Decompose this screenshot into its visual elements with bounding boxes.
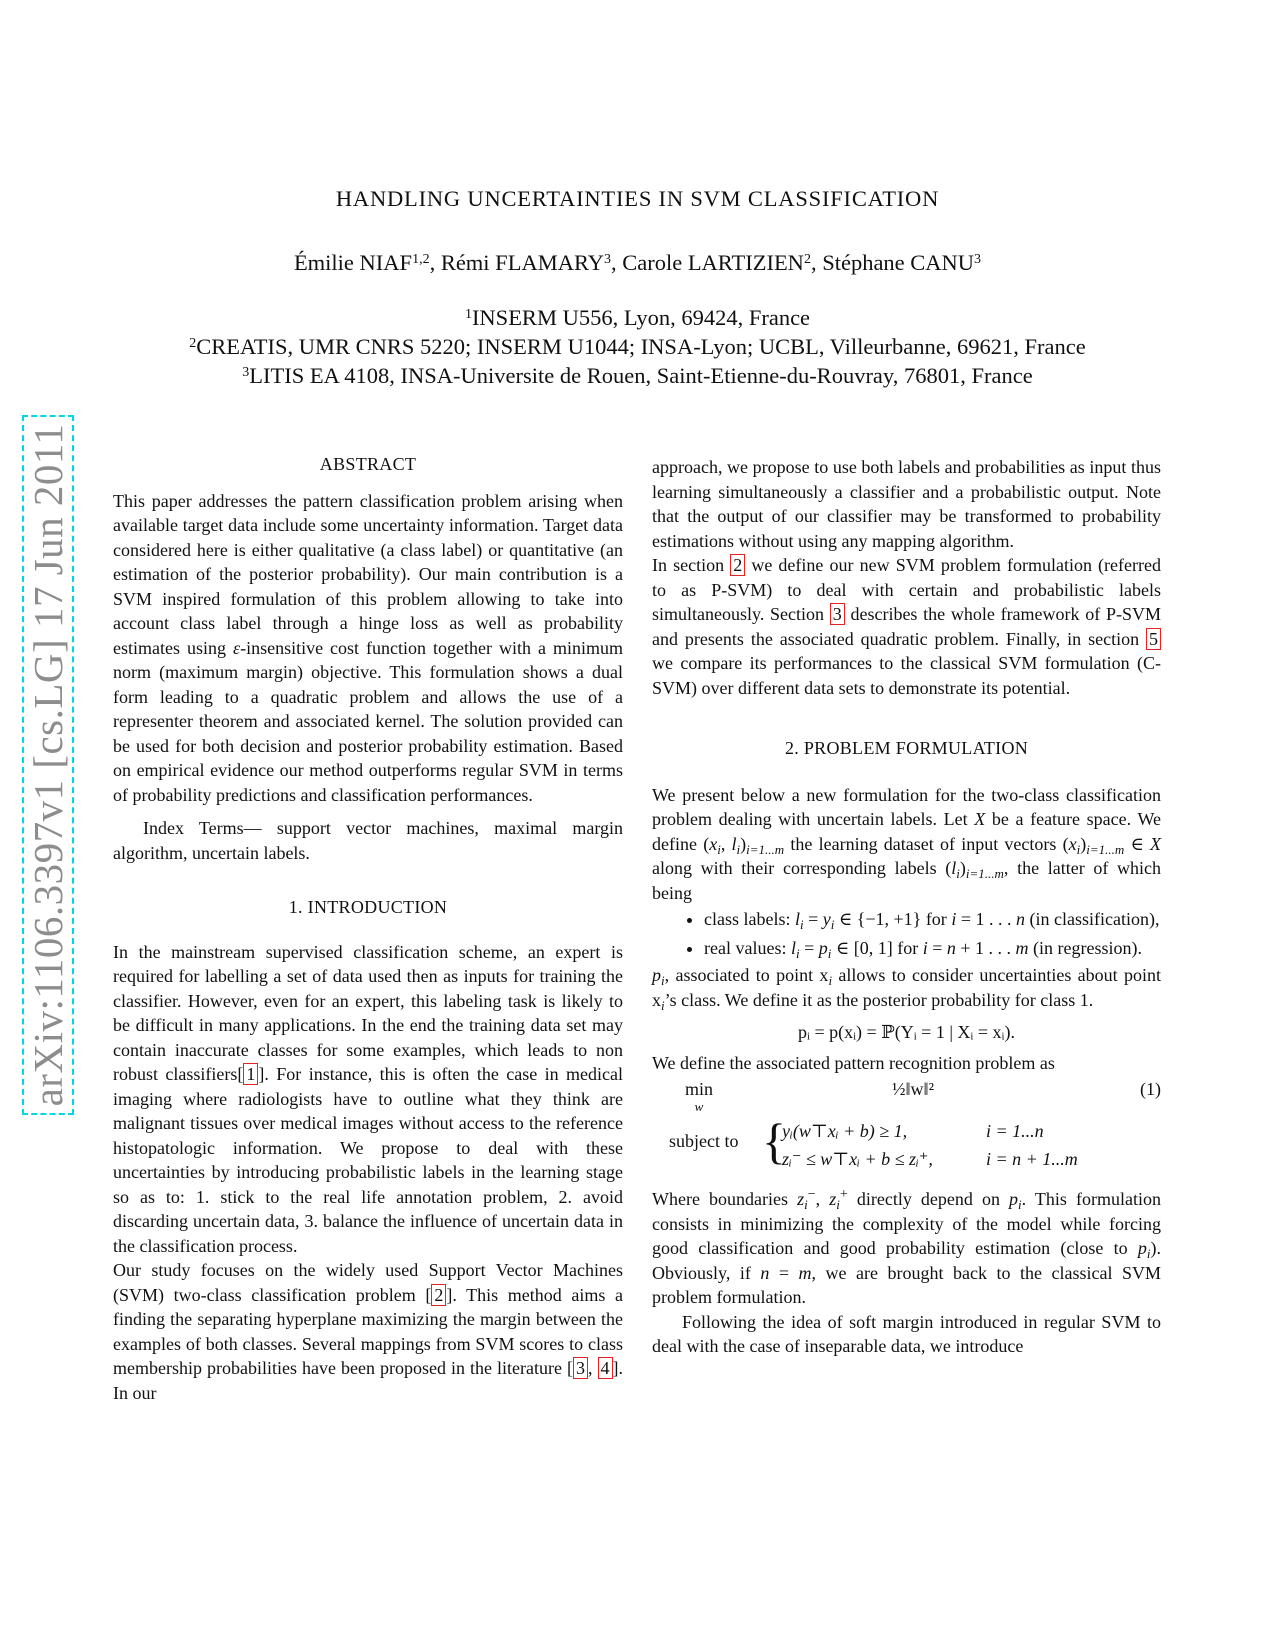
math-inline: $(l_i)_{i=1...m}$ xyxy=(945,858,1004,881)
author-affil-sup: 1,2 xyxy=(412,252,430,267)
affiliation xyxy=(0,361,1275,390)
body-text: ’s class. We define it as the posterior probability for class 1. xyxy=(664,989,1094,1010)
intro-paragraph: In the mainstream supervised classification scheme, an expert is required for labelling a set of data used then as inputs for training the classifier. However, even for an expert, this labeling task is likely to be difficult in many applications. In the end the training data set may contain inaccurate classes for some examples, which leads to non robust classifiers[ 1 ]. For instance, this is often the case in medical imaging where radiologists have to outline what they think are malignant tissues over medical images without access to the reference histopatologic information. We propose to deal with these uncertainties by introducing probabilistic labels in the learning stage so as to: 1. stick to the real life annotation problem, 2. avoid discarding uncertain data, 3. balance the influence of uncertain data in the classification process. xyxy=(113,941,623,1256)
body-text: we define our new SVM problem formulation (referred to as P-SVM) to deal with certain and probabilistic labels simultaneously. Section xyxy=(652,555,1161,624)
arxiv-id: arXiv:1106.3397v1 [cs.LG] 17 Jun 2011 xyxy=(25,423,71,1107)
abstract-text: -insensitive cost function together with a minimum norm (maximum margin) objective. This formulation shows a dual form leading to a quadratic problem and allows the use of a representer theorem and associated kernel. The solution provided can be used for both decision and posterior probability estimation. Based on empirical evidence our method outperforms regular SVM in terms of probability predictions and classification performances. xyxy=(113,637,623,805)
math-inline: i = 1 . . . n xyxy=(951,909,1025,929)
body-text: ). Obviously, if xyxy=(652,1238,1161,1283)
soft-margin-paragraph: Following the idea of soft margin introduced in regular SVM to deal with the case of inseparable data, we introduce xyxy=(652,1311,1161,1356)
section-link[interactable]: 5 xyxy=(1146,628,1161,650)
affil-sup: 1 xyxy=(464,307,472,322)
citation-link[interactable]: 3 xyxy=(573,1357,588,1379)
posterior-paragraph: $p_i$, associated to point $x_i$ allows to consider uncertainties about point $x_i’s$ class. We define it as the posterior probability for class 1. xyxy=(652,965,1161,1013)
boundaries-paragraph: Where boundaries $z_i^-$, $z_i^+$ directly depend on $p_i$. This formulation consists in minimizing the complexity of the model while forcing good classification and good probability estimation (close to $p_i$). Obviously, if n = m, we are brought back to the classical SVM problem formulation. xyxy=(652,1187,1161,1307)
author-affil-sup: 3 xyxy=(603,252,611,267)
label-types-list xyxy=(652,907,1161,960)
intro-text: Our study focuses on the widely used Support Vector Machines (SVM) two-class classification problem xyxy=(113,1260,623,1305)
body-text: allows to consider uncertainties about point x xyxy=(652,965,1161,1010)
outline-paragraph xyxy=(652,553,1161,700)
author-name: Rémi FLAMARY xyxy=(440,250,604,275)
epsilon-symbol: ε xyxy=(232,637,241,658)
body-text: (in regression). xyxy=(1028,937,1142,958)
math-inline: ($x_i$, $l_i)_{i=1...m}$ xyxy=(703,833,785,857)
body-text: In section xyxy=(652,555,731,575)
intro-continued: approach, we propose to use both labels and probabilities as input thus learning simultaneously a classifier and a probabilistic output. Note that the output of our classifier may be transformed to probability estimations without using any mapping algorithm. xyxy=(652,457,1161,551)
body-text: we compare its performances to the classical SVM formulation (C-SVM) over different data sets to demonstrate its potential. xyxy=(652,653,1161,698)
min-subscript: w xyxy=(694,1098,704,1114)
abstract-heading: ABSTRACT xyxy=(319,454,417,474)
constraint-2: zᵢ⁻ ≤ w⊤xᵢ + b ≤ zᵢ⁺, xyxy=(782,1149,933,1169)
affil-text: CREATIS, UMR CNRS 5220; INSERM U1044; INSA-Lyon; UCBL, Villeurbanne, 69621, France xyxy=(196,334,1086,359)
intro-text: . In our xyxy=(113,1358,623,1403)
arxiv-sidebar[interactable] xyxy=(22,415,74,1115)
body-text: We present below a new formulation for the two-class classification problem dealing with uncertain labels. Let xyxy=(652,784,1161,829)
affiliation xyxy=(0,303,1275,332)
author-name: Stéphane CANU xyxy=(822,250,975,275)
constraint-1: yᵢ(w⊤xᵢ + b) ≥ 1, xyxy=(782,1121,908,1141)
list-item xyxy=(704,907,1161,932)
body-text: (in classification), xyxy=(1024,909,1160,929)
affiliation xyxy=(0,332,1275,361)
intro-text: . This method aims a finding the separating hyperplane maximizing the margin between the examples of both classes. Several mappings from SVM scores to class membership probabilities have been proposed in the literature xyxy=(113,1284,623,1378)
affil-text: LITIS EA 4108, INSA-Universite de Rouen, Saint-Etienne-du-Rouvray, 76801, France xyxy=(249,363,1033,388)
problem-intro: We define the associated pattern recognition problem as xyxy=(652,1052,1055,1073)
body-text: class labels: xyxy=(704,909,795,929)
body-text: for xyxy=(921,909,952,929)
author-affil-sup: 3 xyxy=(974,252,982,267)
section-heading-problem-formulation: 2. PROBLEM FORMULATION xyxy=(784,738,1029,758)
math-inline: $l_i = p_i$ ∈ [0, 1] xyxy=(790,937,893,961)
citation-link[interactable]: 2 xyxy=(431,1284,446,1306)
body-text: describes the whole framework of P-SVM and presents the associated quadratic problem. Finally, in section xyxy=(652,604,1161,649)
affil-text: INSERM U556, Lyon, 69424, France xyxy=(471,305,811,330)
section-heading-introduction: 1. INTRODUCTION xyxy=(288,897,448,917)
body-text: , the latter of which being xyxy=(652,858,1161,903)
index-terms: Index Terms— support vector machines, maximal margin algorithm, uncertain labels. xyxy=(113,818,623,863)
intro-text: . For instance, this is often the case in medical imaging where radiologists have to outline what they think are malignant tissues over medical images without access to the reference histopatologic information. We propose to deal with these uncertainties by introducing probabilistic labels in the learning stage so as to: 1. stick to the real life annotation problem, 2. avoid discarding uncertain data, 3. balance the influence of uncertain data in the classification process. xyxy=(113,1064,623,1256)
affil-sup: 2 xyxy=(189,336,197,351)
section-link[interactable]: 3 xyxy=(830,603,845,625)
formulation-paragraph xyxy=(652,783,1161,906)
affiliation-list xyxy=(0,303,1275,390)
author-affil-sup: 2 xyxy=(803,252,811,267)
math-inline: $(x_i)_{i=1...m}$ ∈ X xyxy=(1062,833,1161,857)
body-text: for xyxy=(892,937,923,958)
min-operator xyxy=(685,1077,713,1112)
equation-number: (1) xyxy=(1140,1079,1161,1099)
body-text: . This formulation consists in minimizing the complexity of the model while forcing good classification and good probability estimation (close to xyxy=(652,1189,1161,1258)
left-column xyxy=(113,452,623,1405)
author-list: Émilie NIAF$^{1,2}$, Rémi FLAMARY$^3$, Carole LARTIZIEN$^2$, Stéphane CANU$^3$ xyxy=(293,250,982,275)
body-text: along with their corresponding labels xyxy=(652,858,946,878)
posterior-equation: pᵢ = p(xᵢ) = ℙ(Yᵢ = 1 | Xᵢ = xᵢ). xyxy=(798,1022,1015,1042)
citation-link[interactable]: 4 xyxy=(598,1357,613,1379)
constraint-1-range: i = 1...n xyxy=(986,1121,1044,1141)
body-text: , we are brought back to the classical SVM problem formulation. xyxy=(652,1262,1161,1307)
objective-function: ½‖w‖² xyxy=(892,1079,935,1099)
math-inline: i = n + 1 . . . m xyxy=(922,937,1029,958)
body-text: directly depend on xyxy=(847,1189,1010,1209)
intro-paragraph: Our study focuses on the widely used Support Vector Machines (SVM) two-class classification problem [ 2 ]. This method aims a finding the separating hyperplane maximizing the margin between the examples of both classes. Several mappings from SVM scores to class membership probabilities have been proposed in the literature [ 3 , 4 ]. In our xyxy=(113,1260,623,1403)
optimization-problem xyxy=(652,1075,1161,1187)
paper-title: HANDLING UNCERTAINTIES IN SVM CLASSIFICATION xyxy=(335,186,940,211)
body-text: real values: xyxy=(704,937,791,958)
affil-sup: 3 xyxy=(242,365,250,380)
body-text: , associated to point x xyxy=(664,965,829,985)
subject-to-label: subject to xyxy=(669,1131,739,1151)
section-link[interactable]: 2 xyxy=(730,554,745,576)
right-column xyxy=(652,455,1161,1359)
math-inline: $l_i = y_i$ ∈ {−1, +1} xyxy=(794,909,922,932)
body-text: be a feature space. We define xyxy=(652,809,1161,854)
constraint-brace: { xyxy=(762,1113,786,1169)
author-name: Émilie NIAF xyxy=(293,250,413,275)
citation-link[interactable]: 1 xyxy=(243,1063,258,1085)
body-text: Where boundaries xyxy=(652,1189,798,1209)
abstract-text: This paper addresses the pattern classification problem arising when available target data include some uncertainty information. Target data considered here is either qualitative (a class label) or quantitative (an estimation of the posterior probability). Our main contribution is a SVM inspired formulation of this problem allowing to take into account class label through a hinge loss as well as probability estimates using xyxy=(113,490,623,658)
body-text: the learning dataset of input vectors xyxy=(784,833,1063,854)
constraint-2-range: i = n + 1...m xyxy=(986,1149,1078,1169)
abstract-body xyxy=(113,489,623,808)
math-var: X xyxy=(974,809,986,829)
min-label: min xyxy=(685,1079,714,1099)
intro-text: In the mainstream supervised classification scheme, an expert is required for labelling a set of data used then as inputs for training the classifier. However, even for an expert, this labeling task is likely to be difficult in many applications. In the end the training data set may contain inaccurate classes for some examples, which leads to non robust classifiers xyxy=(113,941,623,1084)
author-name: Carole LARTIZIEN xyxy=(622,250,804,275)
list-item xyxy=(704,936,1161,961)
